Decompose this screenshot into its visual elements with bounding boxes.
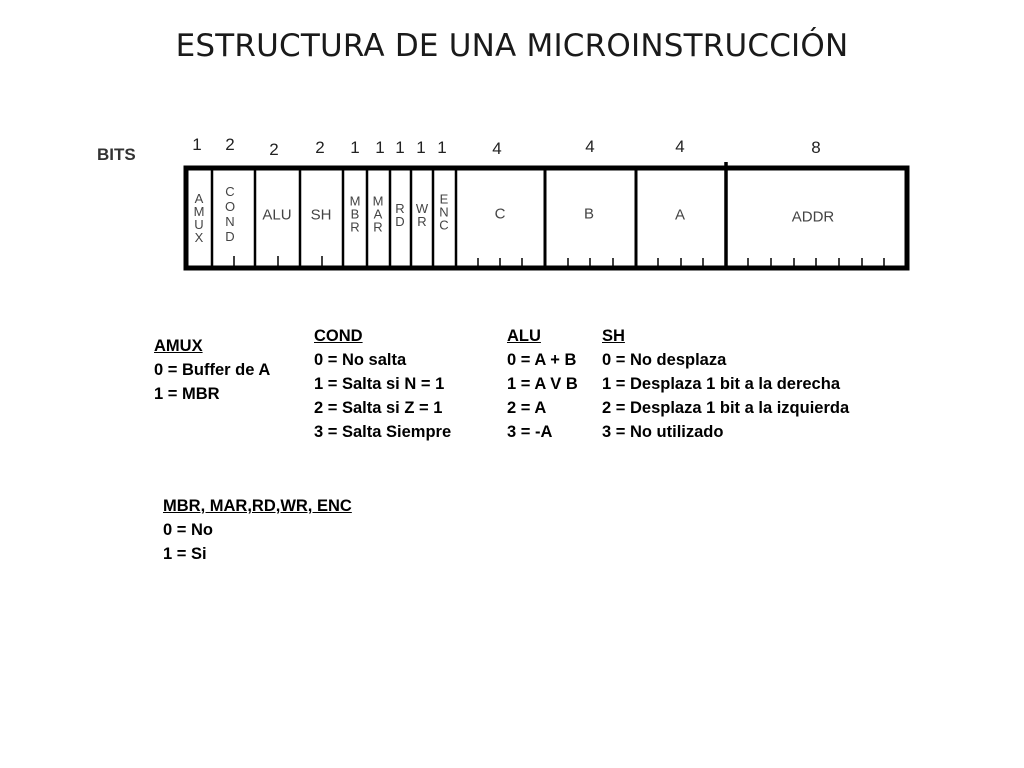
field-sh: SH: [310, 206, 332, 224]
field-c: C: [494, 205, 506, 223]
legend-cond-line: 1 = Salta si N = 1: [314, 375, 445, 393]
bits-a: 4: [675, 137, 685, 156]
bit-ticks: [234, 256, 884, 266]
field-alu: ALU: [262, 206, 292, 224]
legend-sh-heading: SH: [602, 327, 625, 345]
field-addr: ADDR: [791, 208, 835, 226]
legend-amux-line: 1 = MBR: [154, 385, 220, 403]
legend-sh: [602, 324, 849, 444]
legend-sh-line: 1 = Desplaza 1 bit a la derecha: [602, 375, 840, 393]
legend-sh-line: 2 = Desplaza 1 bit a la izquierda: [602, 399, 850, 417]
legend-amux: [154, 334, 270, 406]
legend-alu-line: 0 = A + B: [507, 351, 577, 369]
legend-alu-line: 3 = -A: [507, 423, 553, 441]
legend-amux-heading: AMUX: [154, 337, 203, 355]
bits-rd: 1: [395, 138, 405, 157]
bits-mar: 1: [375, 138, 385, 157]
bits-alu: 2: [269, 140, 279, 159]
field-rd: R D: [395, 201, 405, 229]
legend-cond: [314, 324, 451, 444]
page-title: ESTRUCTURA DE UNA MICROINSTRUCCIÓN: [175, 28, 849, 64]
legend-cond-heading: COND: [314, 327, 363, 345]
legend-amux-line: 0 = Buffer de A: [154, 361, 271, 379]
bits-wr: 1: [416, 138, 426, 157]
legend-sh-line: 0 = No desplaza: [602, 351, 727, 369]
bits-label: BITS: [97, 145, 136, 164]
legend-mem-heading: MBR, MAR,RD,WR, ENC: [163, 497, 352, 515]
field-amux: A M U X: [193, 191, 205, 245]
legend-sh-line: 3 = No utilizado: [602, 423, 724, 441]
legend-mem-line: 0 = No: [163, 521, 213, 539]
field-wr: W R: [415, 201, 429, 229]
bits-mbr: 1: [350, 138, 360, 157]
field-enc: E N C: [439, 191, 449, 233]
bits-cond: 2: [225, 135, 235, 154]
legend-alu-line: 1 = A V B: [507, 375, 578, 393]
field-cond: C O N D: [224, 184, 236, 244]
legend-cond-line: 2 = Salta si Z = 1: [314, 399, 443, 417]
legend-alu-heading: ALU: [507, 327, 541, 345]
legend-cond-line: 0 = No salta: [314, 351, 407, 369]
legend-alu: [507, 324, 578, 444]
bits-sh: 2: [315, 138, 325, 157]
bits-addr: 8: [811, 138, 821, 157]
field-b: B: [583, 205, 595, 223]
bits-enc: 1: [437, 138, 447, 157]
field-mar: M A R: [372, 193, 384, 235]
field-mbr: M B R: [349, 193, 361, 235]
bits-b: 4: [585, 137, 595, 156]
legend-mem-line: 1 = Si: [163, 545, 207, 563]
legend-mem: [163, 494, 352, 566]
bits-amux: 1: [192, 135, 202, 154]
microinstruction-register: [0, 0, 1024, 300]
legend-alu-line: 2 = A: [507, 399, 547, 417]
field-a: A: [674, 206, 686, 224]
legend-cond-line: 3 = Salta Siempre: [314, 423, 452, 441]
bits-c: 4: [492, 139, 502, 158]
